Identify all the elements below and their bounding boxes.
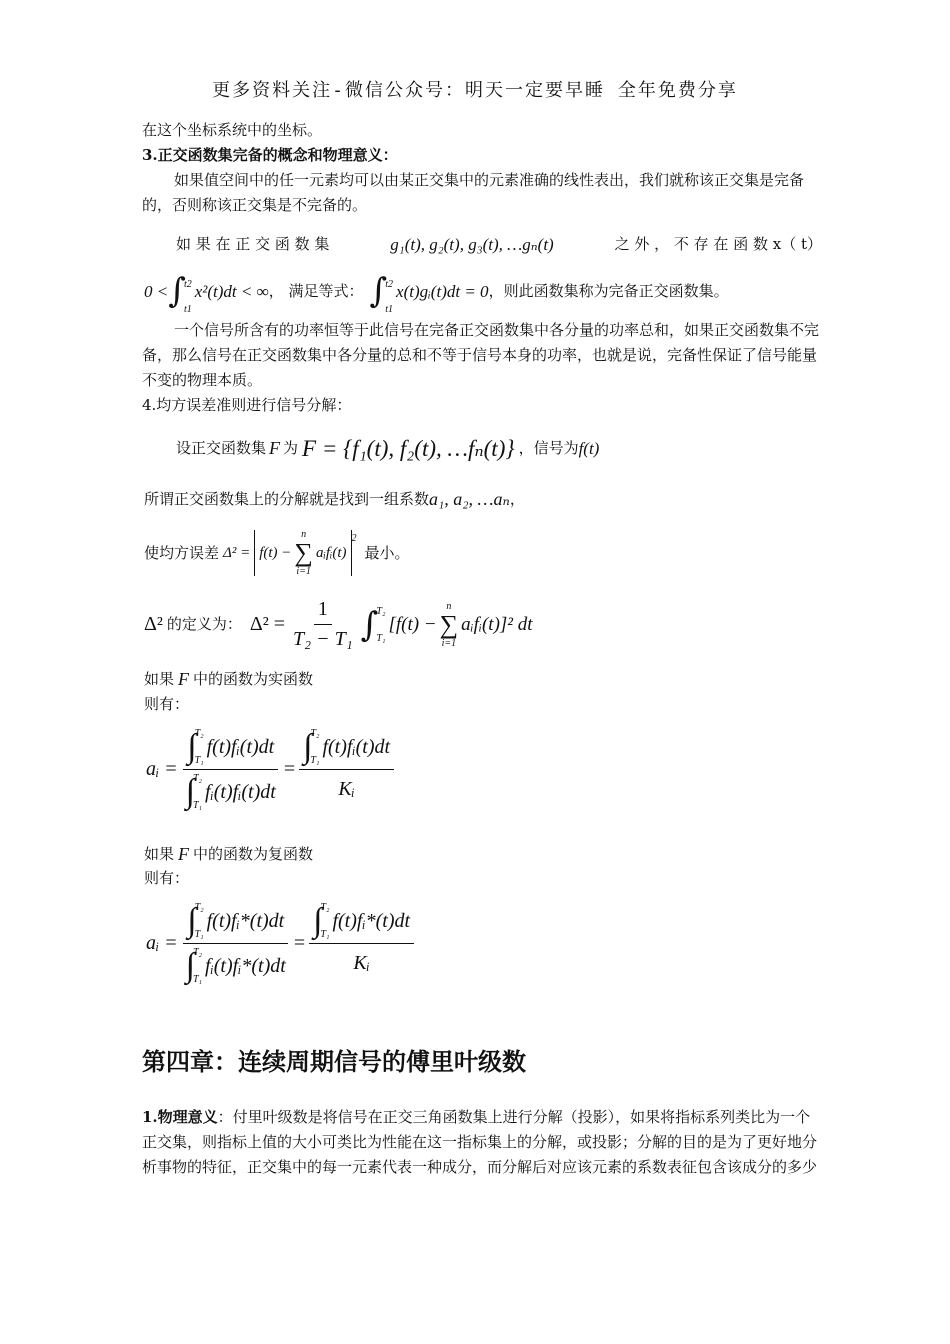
integral-sign-icon: ∫ [185,947,195,984]
set-wei: 为 [283,439,299,457]
real-fraction-right: ∫ T₂ T₁ f(t)fᵢ(t)dt Kᵢ [299,728,394,801]
set-ft: f(t) [578,439,600,458]
decomp-coeffs: a₁, a₂, …aₙ [429,489,510,509]
def-fraction: $\frac{1}{\text{T₂ − T₁}}$ [293,598,353,650]
line-b-mid: ， 满足等式： [268,281,364,300]
real-F: F [178,669,190,689]
integral-sign-icon: ∫ [313,902,323,939]
header-watermark: 更多资料关注-微信公众号：明天一定要早睡 全年免费分享 [212,80,738,101]
mse-delta: Δ² = [223,544,251,561]
set-definition [176,436,599,461]
line-b-end: ，则此函数集称为完备正交函数集。 [488,281,729,300]
real-fraction-left: ∫ T₂ T₁ f(t)fᵢ(t)dt ∫ T₂ T₁ fᵢ(t)fᵢ(t)dt [182,728,280,811]
integral-sign-icon: ∫ [360,604,379,645]
decomp-text: 所谓正交函数集上的分解就是找到一组系数 [144,490,430,508]
intro-text: 在这个坐标系统中的坐标。 [142,121,323,139]
real-text2: 中的函数为实函数 [193,670,314,688]
integral-sign-icon: ∫ [303,728,313,765]
ai-lhs: aᵢ = [146,932,178,954]
line-a-funcs: g₁(t), g₂(t), g₃(t), …gₙ(t) [390,235,554,254]
real-text: 如果 [144,670,175,688]
integral-sign-icon: ∫ [187,728,197,765]
completeness-line-a [176,232,822,257]
complex-fraction-left: ∫ T₂ T₁ f(t)fᵢ*(t)dt ∫ T₂ T₁ fᵢ(t)fᵢ*(t)dt [182,902,290,985]
chapter4-p1-bold: 1.物理意义 [142,1108,218,1126]
mse-body: f(t) − [259,545,292,561]
equals-sign: = [283,758,296,780]
section4-title: 4.均方误差准则进行信号分解： [142,396,352,414]
then-label: 则有： [144,695,190,713]
set-signal: ，信号为 [518,439,579,457]
real-ai-formula [146,728,398,811]
def-body-a: [f(t) − [388,613,437,635]
delta-definition [144,598,533,651]
mse-prefix: 使均方误差 [144,543,220,562]
mse-square: 2 [351,533,357,544]
integral-limits: t2 t1 [183,279,192,315]
decomp-end: ， [509,490,525,508]
line-b-integrand: x²(t)dt < ∞ [194,281,269,301]
def-text: 的定义为： [166,615,242,633]
summation-sign-icon: n ∑ i=1 [294,529,313,577]
chapter-title: 第四章：连续周期信号的傅里叶级数 [142,1048,526,1076]
line-b-ineq-prefix: 0 < [144,281,169,301]
section3-title: 3.正交函数集完备的概念和物理意义： [142,146,398,164]
set-F: F [269,438,281,458]
integral-sign-icon: ∫ [369,271,388,311]
chapter4-p1-text: ：付里叶级数是将信号在正交三角函数集上进行分解（投影），如果将指标系列类比为一个正交集，则指标上值的大小可类比为性能在这一指标集上的分解，或投影；分解的目的是为了更好地分析事物的特征，正交集中的每一元素代表一种成分，而分解后对应该元素的系数表征包含该成分的多少 [142,1108,818,1176]
mse-line [144,530,410,576]
section3-para1: 如果值空间中的任一元素均可以由某正交集中的元素准确的线性表出，我们就称该正交集是完备的，否则称该正交集是不完备的。 [142,171,805,214]
line-b-eq: x(t)gᵢ(t)dt = 0 [396,281,489,301]
integral-limits: T₂ T₁ [376,605,386,644]
mse-suffix: 最小。 [364,543,410,562]
complex-F: F [178,844,190,864]
complex-fraction-right: ∫ T₂ T₁ f(t)fᵢ*(t)dt Kᵢ [309,902,414,975]
ai-lhs: aᵢ = [146,758,178,780]
then-label-2: 则有： [144,869,190,887]
def-delta: Δ² [144,613,163,635]
mse-term: aᵢfᵢ(t) [315,545,347,561]
integral-limits: t2 t1 [385,279,394,315]
decomposition-line [144,487,525,512]
mse-abs-expression [254,530,351,576]
completeness-line-b [144,271,824,315]
line-a-suffix: 之 外 ， 不 存 在 函 数 x（ t） [614,235,822,253]
integral-sign-icon: ∫ [187,902,197,939]
line-a-prefix: 如 果 在 正 交 函 数 集 [176,235,330,253]
complex-function-line [144,842,313,867]
integral-sign-icon: ∫ [168,271,186,311]
real-function-line [144,667,313,692]
def-lhs: Δ² = [249,613,286,635]
complex-ai-formula [146,902,418,985]
summation-sign-icon: n ∑ i=1 [439,600,459,649]
complex-text: 如果 [144,845,175,863]
chapter4-para1 [142,1105,822,1180]
integral-sign-icon: ∫ [185,773,195,810]
section3-para2: 一个信号所含有的功率恒等于此信号在完备正交函数集中各分量的功率总和，如果正交函数集不完备，那么信号在正交函数集中各分量的总和不等于信号本身的功率，也就是说，完备性保证了信号能量不变的物理本质。 [142,321,820,389]
set-formula: F = {f₁(t), f₂(t), …fₙ(t)} [302,436,515,461]
equals-sign: = [293,932,306,954]
complex-text2: 中的函数为复函数 [193,845,314,863]
set-prefix: 设正交函数集 [176,439,267,457]
def-body-b: aᵢfᵢ(t)]² dt [461,613,533,635]
